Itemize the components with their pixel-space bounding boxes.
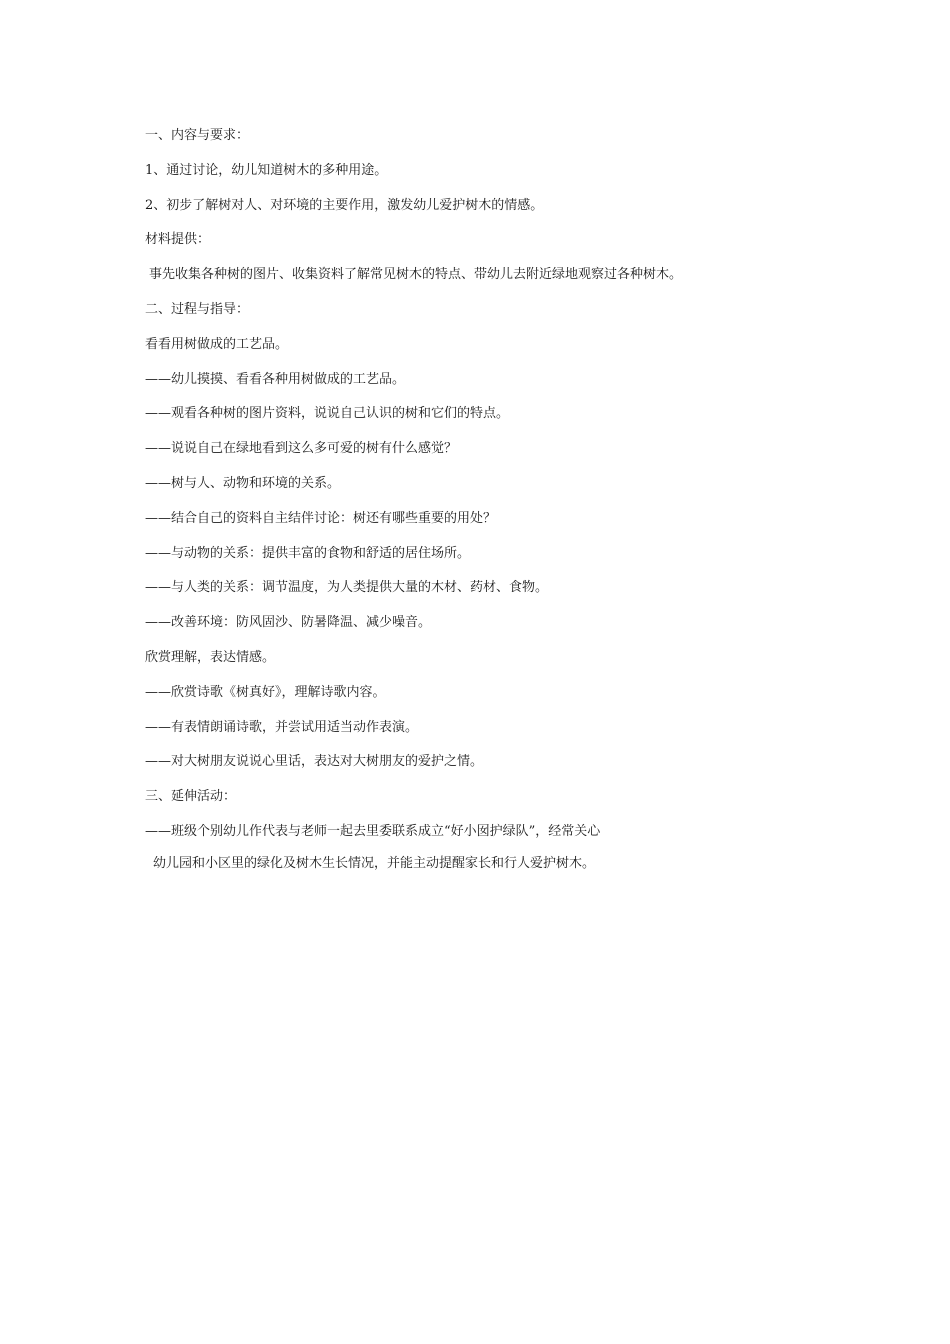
section-heading-content-requirements: 一、内容与要求： [145,128,250,143]
goal-item-2: 2、初步了解树对人、对环境的主要作用，激发幼儿爱护树木的情感。 [145,197,544,213]
process-item: ——结合自己的资料自主结伴讨论：树还有哪些重要的用处？ [145,510,497,526]
extension-item-continuation: 幼儿园和小区里的绿化及树木生长情况，并能主动提醒家长和行人爱护树木。 [153,855,596,871]
process-item: ——有表情朗诵诗歌，并尝试用适当动作表演。 [145,719,419,735]
process-item: ——与动物的关系：提供丰富的食物和舒适的居住场所。 [145,545,471,561]
document-body [145,126,825,889]
materials-heading: 材料提供： [145,232,211,248]
process-item: ——观看各种树的图片资料，说说自己认识的树和它们的特点。 [145,406,510,422]
process-item: ——对大树朋友说说心里话，表达对大树朋友的爱护之情。 [145,754,484,770]
process-item: ——改善环境：防风固沙、防暑降温、减少噪音。 [145,615,432,631]
process-item: ——树与人、动物和环境的关系。 [145,475,341,491]
extension-item: ——班级个别幼儿作代表与老师一起去里委联系成立“好小囡护绿队”，经常关心 [145,823,601,839]
goal-item-1: 1、通过讨论，幼儿知道树木的多种用途。 [145,162,388,178]
materials-text: 事先收集各种树的图片、收集资料了解常见树木的特点、带幼儿去附近绿地观察过各种树木。 [149,267,683,283]
step-heading-appreciation: 欣赏理解，表达情感。 [145,649,276,665]
process-item: ——说说自己在绿地看到这么多可爱的树有什么感觉？ [145,441,458,457]
section-heading-extension: 三、延伸活动： [145,789,237,805]
section-heading-process: 二、过程与指导： [145,301,250,317]
step-heading-crafts: 看看用树做成的工艺品。 [145,336,289,352]
process-item: ——幼儿摸摸、看看各种用树做成的工艺品。 [145,371,406,387]
process-item: ——与人类的关系：调节温度，为人类提供大量的木材、药材、食物。 [145,580,549,596]
process-item: ——欣赏诗歌《树真好》，理解诗歌内容。 [145,684,386,700]
